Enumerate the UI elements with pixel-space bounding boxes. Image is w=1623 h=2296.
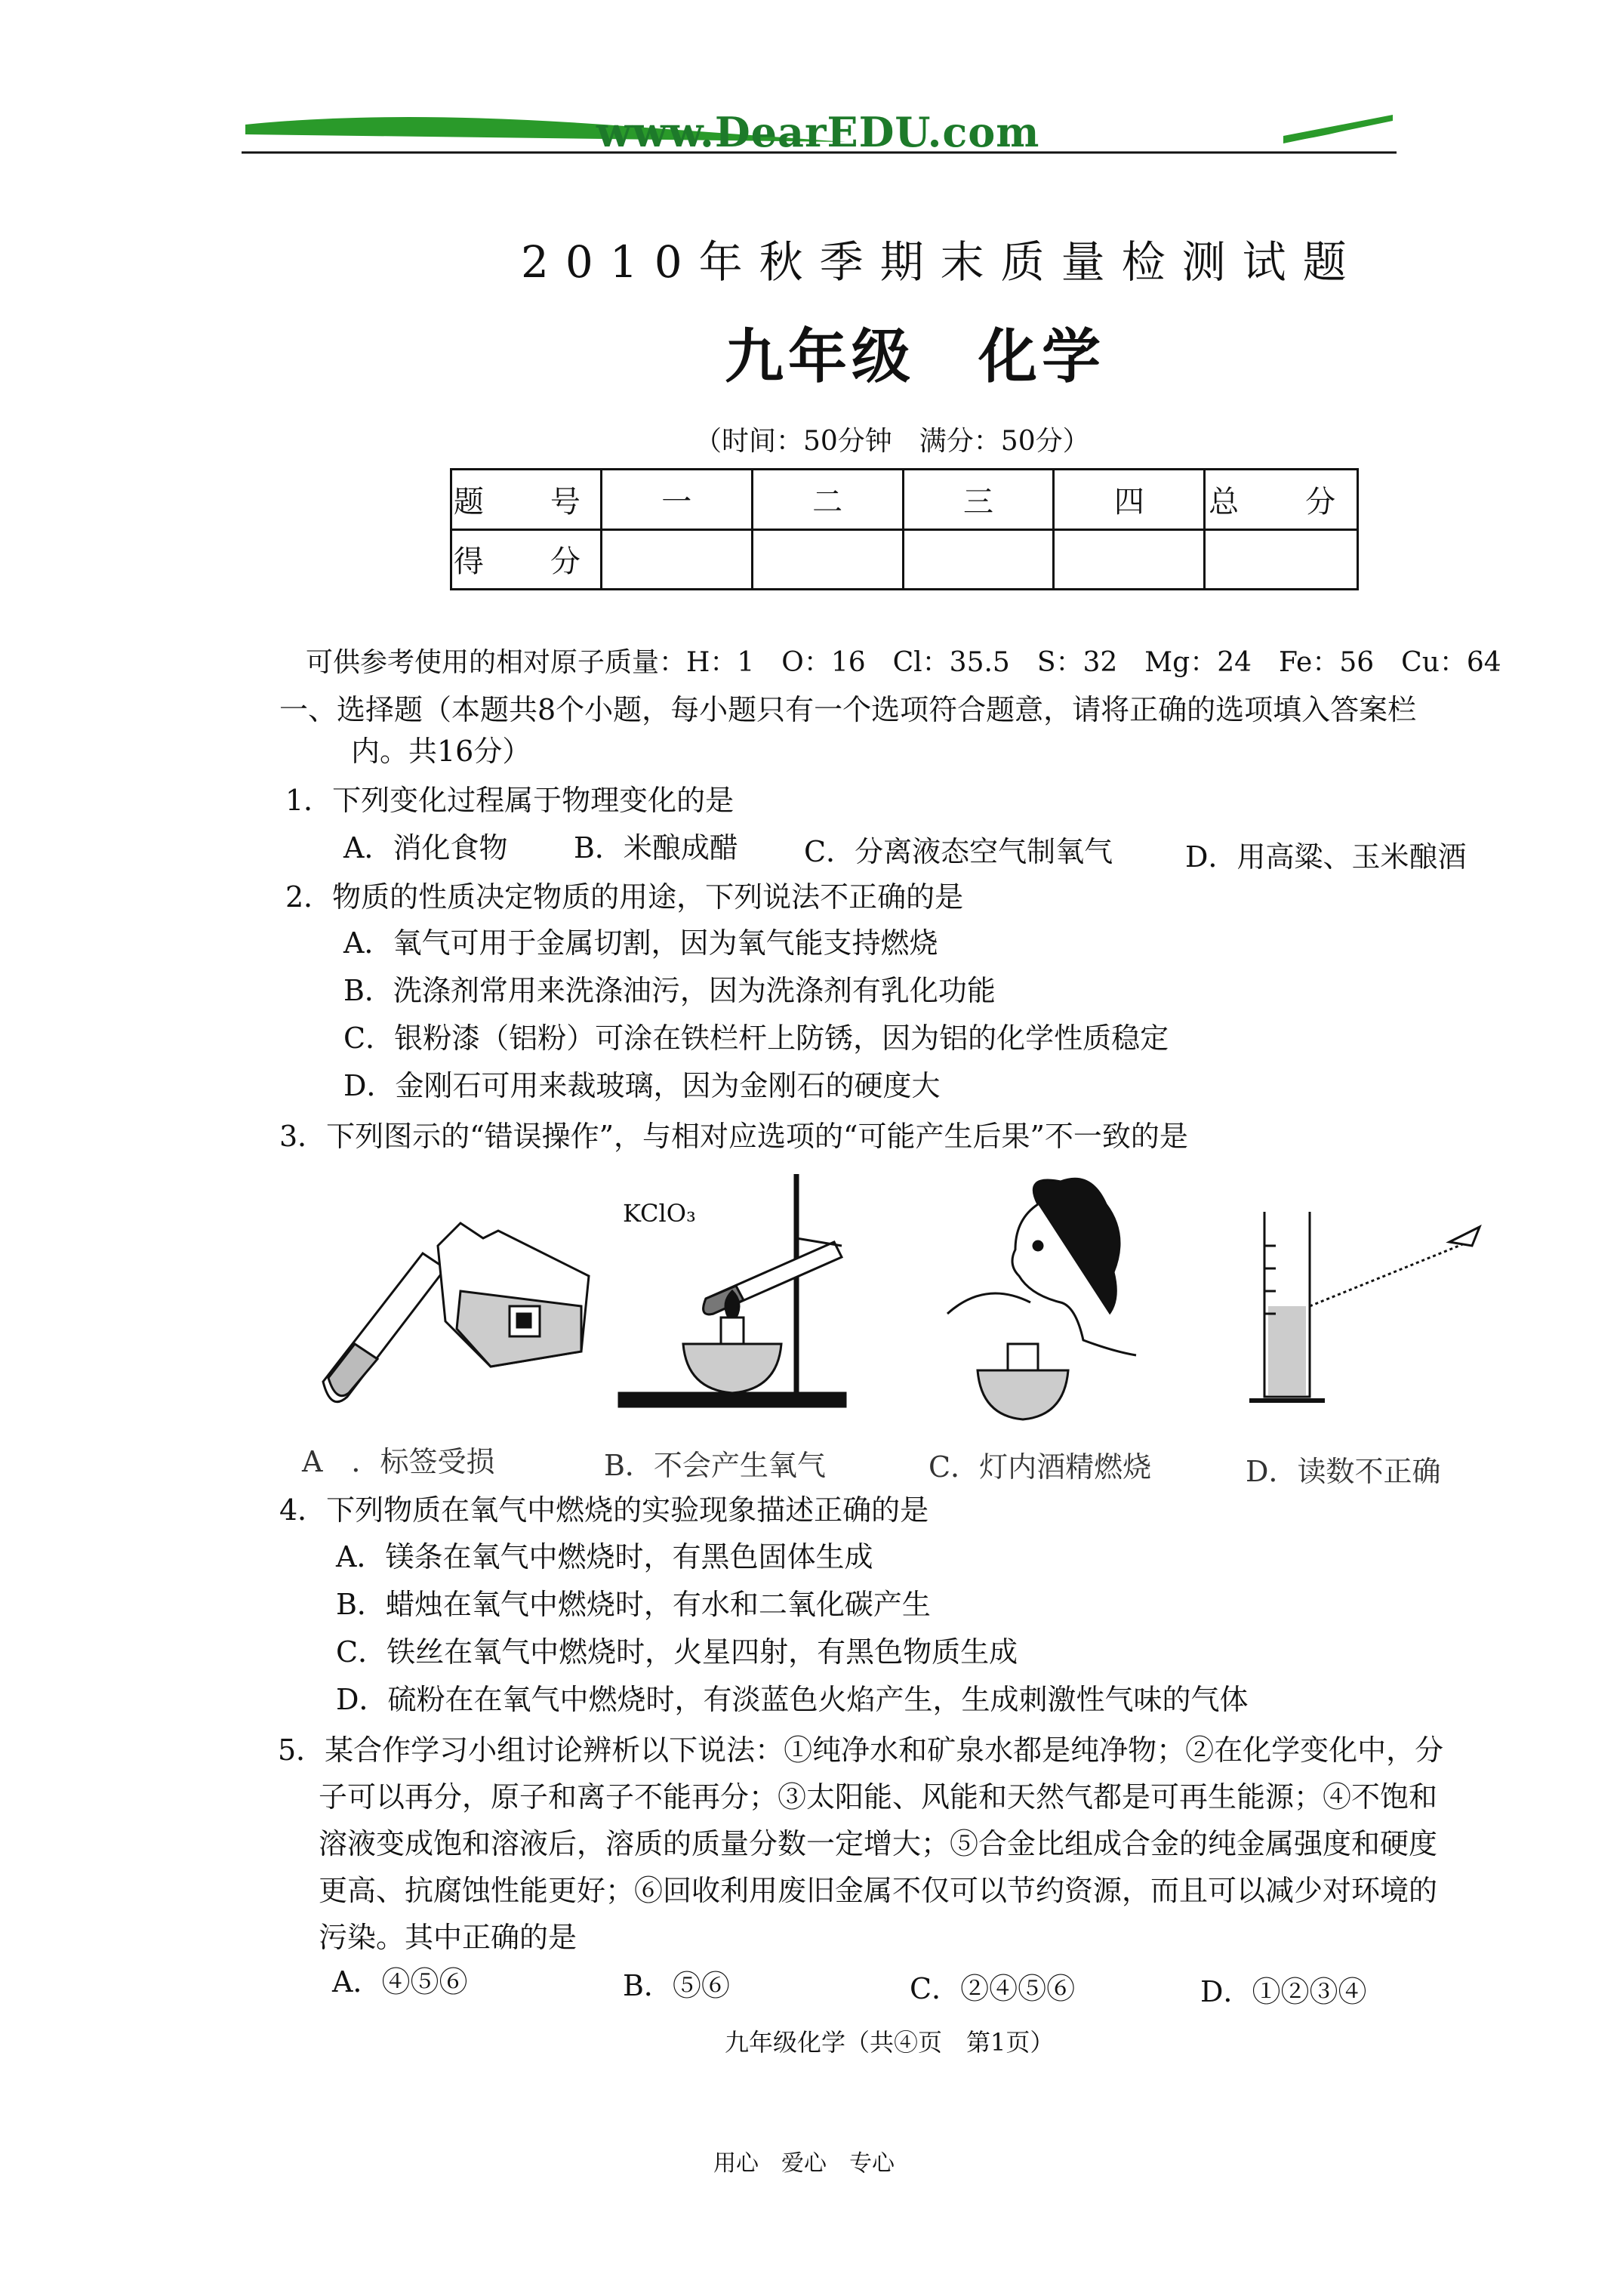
- q3-option-d[interactable]: D．读数不正确: [1246, 1455, 1441, 1488]
- q3-option-c[interactable]: C．灯内酒精燃烧: [929, 1450, 1152, 1484]
- figure-pouring-liquid: [310, 1208, 596, 1404]
- site-logo[interactable]: www.DearEDU.com: [596, 108, 1040, 156]
- score-table-header-row: [451, 470, 1358, 530]
- question-5-line: 5．某合作学习小组讨论辨析以下说法：①纯净水和矿泉水都是纯净物；②在化学变化中，分: [278, 1734, 1444, 1767]
- figure-graduated-cylinder: [1246, 1208, 1487, 1419]
- table-cell: 二: [752, 470, 903, 530]
- table-cell: 总 分: [1205, 470, 1358, 530]
- table-cell: 三: [903, 470, 1054, 530]
- q4-option-b[interactable]: B．蜡烛在氧气中燃烧时，有水和二氧化碳产生: [336, 1588, 931, 1621]
- score-input-cell[interactable]: [601, 529, 752, 590]
- question-5-line: 子可以再分，原子和离子不能再分；③太阳能、风能和天然气都是可再生能源；④不饱和: [319, 1780, 1438, 1814]
- q4-option-c[interactable]: C．铁丝在氧气中燃烧时，火星四射，有黑色物质生成: [336, 1635, 1018, 1669]
- question-3-stem: 3．下列图示的“错误操作”，与相对应选项的“可能产生后果”不一致的是: [279, 1120, 1188, 1153]
- q2-option-d[interactable]: D．金刚石可用来裁玻璃，因为金刚石的硬度大: [343, 1069, 941, 1102]
- q5-option-b[interactable]: B．⑤⑥: [623, 1969, 730, 2002]
- q3-option-a[interactable]: A ．标签受损: [302, 1445, 495, 1478]
- q2-option-c[interactable]: C．银粉漆（铝粉）可涂在铁栏杆上防锈，因为铝的化学性质稳定: [343, 1022, 1169, 1055]
- section-heading-cont: 内。共16分）: [351, 735, 531, 768]
- q2-option-b[interactable]: B．洗涤剂常用来洗涤油污，因为洗涤剂有乳化功能: [343, 974, 996, 1007]
- q4-option-a[interactable]: A．镁条在氧气中燃烧时，有黑色固体生成: [336, 1540, 873, 1573]
- score-input-cell[interactable]: [903, 529, 1054, 590]
- atomic-masses: 可供参考使用的相对原子质量：H：1 O：16 Cl：35.5 S：32 Mg：24 Fe：56 Cu：64: [306, 647, 1501, 678]
- table-cell: 四: [1054, 470, 1205, 530]
- table-cell: 题 号: [451, 470, 602, 530]
- score-input-cell[interactable]: [1205, 529, 1358, 590]
- q4-option-d[interactable]: D．硫粉在在氧气中燃烧时，有淡蓝色火焰产生，生成刺激性气味的气体: [336, 1683, 1249, 1716]
- table-cell: 得 分: [451, 529, 602, 590]
- score-table-score-row: [451, 529, 1358, 590]
- exam-subject: 九年级 化学: [725, 322, 1106, 391]
- question-1-stem: 1．下列变化过程属于物理变化的是: [285, 784, 735, 817]
- figure-heating-kclo3: [615, 1170, 895, 1412]
- q2-option-a[interactable]: A．氧气可用于金属切割，因为氧气能支持燃烧: [343, 926, 938, 960]
- page-footer: 九年级化学（共④页 第1页）: [725, 2028, 1055, 2057]
- q5-option-d[interactable]: D．①②③④: [1200, 1975, 1367, 2008]
- exam-title: 2010年秋季期末质量检测试题: [521, 236, 1363, 288]
- q1-option-b[interactable]: B．米酿成醋: [574, 831, 738, 864]
- q1-option-c[interactable]: C．分离液态空气制氧气: [804, 835, 1113, 868]
- score-input-cell[interactable]: [1054, 529, 1205, 590]
- exam-time-info: （时间：50分钟 满分：50分）: [694, 426, 1090, 457]
- q3-option-b[interactable]: B．不会产生氧气: [604, 1449, 826, 1482]
- question-5-line: 更高、抗腐蚀性能更好；⑥回收利用废旧金属不仅可以节约资源，而且可以减少对环境的: [319, 1874, 1438, 1907]
- figure-label-kclo3: KClO₃: [623, 1199, 696, 1228]
- q5-option-a[interactable]: A．④⑤⑥: [332, 1965, 468, 1999]
- question-2-stem: 2．物质的性质决定物质的用途，下列说法不正确的是: [285, 880, 964, 914]
- table-cell: 一: [601, 470, 752, 530]
- score-input-cell[interactable]: [752, 529, 903, 590]
- q1-option-d[interactable]: D．用高粱、玉米酿酒: [1185, 840, 1467, 874]
- question-5-line: 溶液变成饱和溶液后，溶质的质量分数一定增大；⑤合金比组成合金的纯金属强度和硬度: [319, 1827, 1438, 1860]
- page-motto: 用心 爱心 专心: [713, 2150, 895, 2177]
- q5-option-c[interactable]: C．②④⑤⑥: [910, 1972, 1076, 2005]
- question-4-stem: 4．下列物质在氧气中燃烧的实验现象描述正确的是: [279, 1493, 929, 1527]
- figure-blowing-alcohol-lamp: [932, 1174, 1144, 1423]
- q1-option-a[interactable]: A．消化食物: [343, 831, 508, 864]
- score-table: [450, 468, 1359, 590]
- section-heading: 一、选择题（本题共8个小题，每小题只有一个选项符合题意，请将正确的选项填入答案栏: [279, 693, 1417, 726]
- question-5-line: 污染。其中正确的是: [319, 1921, 577, 1954]
